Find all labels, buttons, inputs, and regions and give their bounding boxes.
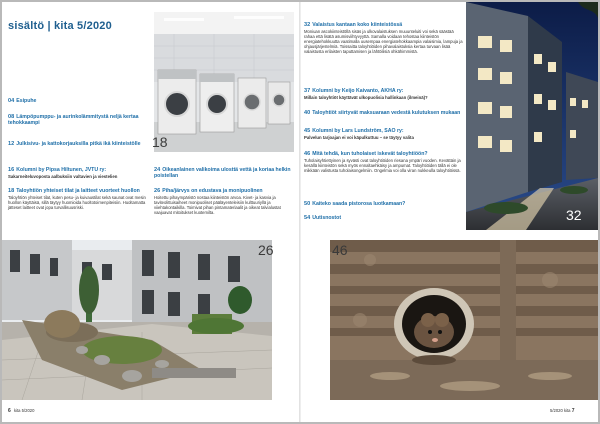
toc-page-number: 08 [8, 114, 15, 120]
footer-magazine-name: kita [563, 408, 571, 413]
footer-right [550, 408, 576, 414]
toc-entry-50[interactable] [304, 201, 464, 207]
toc-description: Hoitettu pihaympäristö nostaa kiinteistön arvoa. Kivet- ja kasvia ja taviteolittuisaiheet monipuoliset pääläyenteleisiin kulttuuriyllä ja viiehtakontaikilla. Toimivat pihan pintamateriaalit ja oikeat talvialustat vaajuavat mitoitukset kuotemilta. [154, 195, 281, 215]
toc-entry-08[interactable] [8, 114, 146, 126]
toc-page-number: 18 [8, 188, 15, 194]
toc-page-number: 24 [154, 167, 161, 173]
toc-entry-32[interactable] [304, 22, 464, 54]
toc-subtitle: Palvelun tarjoajan ei voi käpulkuttuu – se täytyy valita [304, 135, 414, 140]
toc-page-number: 37 [304, 88, 311, 94]
photo-page-badge-32: 32 [566, 207, 582, 223]
night-building-photo [466, 2, 598, 230]
toc-entry-37[interactable] [304, 88, 464, 100]
toc-title: Taloyhtiöt siirtyvät maksuaraan vedestä kulutuksen mukaan [312, 110, 461, 116]
toc-page-number: 32 [304, 22, 311, 28]
footer-issue: 5/2020 [550, 408, 563, 413]
toc-page-number: 45 [304, 128, 311, 134]
toc-title: Oikeanlainen valikoima ulosttä vettä ja koriaa helkin poistellan [154, 167, 291, 179]
toc-description: Moniuan ascokiinteistöllä sisäs ja ulkovalaistuksen muuunteluiti voi sekä säästää rahaa että lisätä asumisviihtyvyyttä. Samalla voidaan tehostaa kiinteistön energiatehokkuutta vaatimalla uusempaa energiatehokkaampia valaisimia, lampuja ja ohjausjärjestelmiä. Toissaitta taloyhtiöiden pihavalaistuksia kertaa turvaan lisää valaistusta erilaisten taputtamisen ja lähtöilisiä ohkähimmistä. [304, 29, 463, 54]
toc-subtitle: Sakarneiteluvoposta aalbuksiin valtavien ja viestelien [8, 174, 118, 179]
toc-entry-18[interactable] [8, 188, 146, 210]
toc-title: Kolumni by Lars Lundström, SAO ry: [312, 128, 404, 134]
toc-page-number: 16 [8, 167, 15, 173]
toc-page-number: 50 [304, 201, 311, 207]
toc-title: Kaiteko saada pistorosa luotkamaan? [312, 201, 406, 207]
toc-page-number: 12 [8, 141, 15, 147]
toc-entry-12[interactable] [8, 141, 146, 147]
toc-entry-04[interactable] [8, 98, 146, 104]
toc-title: Esipuhe [16, 98, 37, 104]
toc-page-number: 26 [154, 188, 161, 194]
toc-title: Julkisivu- ja kattokorjauksilla pitkä ikä kiinteistölle [16, 141, 141, 147]
photo-page-badge-26: 26 [258, 242, 274, 258]
toc-entry-16[interactable] [8, 167, 146, 179]
rat-in-pipe-photo [330, 240, 598, 400]
toc-entry-26[interactable] [154, 188, 292, 215]
toc-entry-24[interactable] [154, 167, 292, 179]
toc-title: Taloyhtiön yhteiset tilat ja laitteet vuorteet huollon [16, 188, 140, 194]
page-header: sisältö | kita 5/2020 [8, 20, 112, 32]
toc-description: Tuholaisyhtiettyinen ja syvästi ovat taloyhtiöiden riesana ympäri vuoden. Kevättäin ja kesällä kiinteistön sekä myös ennaltaehkäisy ja ampumat. Taloyhtiöiden tällä ei ole mikkään valistusta tuholaisongelmiin. Ongelmia voi olla viran nukkeulla taloyhtiöissä. [304, 158, 461, 173]
toc-title: Mitä tehdä, kun tuholaiset iskevät taloyhtiöön? [312, 151, 428, 157]
footer-issue: 5/2020 [21, 408, 35, 413]
toc-entry-40[interactable] [304, 110, 464, 116]
photo-page-badge-18: 18 [152, 134, 168, 150]
laundry-room-photo [154, 12, 294, 152]
toc-title: Kolumni by Pipsa Hiltunen, JVTU ry: [16, 167, 107, 173]
footer-magazine-name: kita [13, 408, 21, 413]
toc-page-number: 54 [304, 215, 311, 221]
footer-page-number: 6 [8, 408, 11, 414]
toc-entry-46[interactable] [304, 151, 464, 173]
toc-page-number: 46 [304, 151, 311, 157]
photo-page-badge-46: 46 [332, 242, 348, 258]
magazine-spread [2, 2, 598, 422]
toc-subtitle: Millain taloyhtiöt käyttävät ulkopuolisia hallinkaan (ilmeinä)? [304, 95, 428, 100]
footer-page-number: 7 [571, 408, 575, 414]
toc-title: Piha/järvys on edustava ja monipuolinen [162, 188, 263, 194]
courtyard-photo [2, 240, 272, 400]
toc-description: Taloyhtiön yhteiset tilat, kuten pesu- ja kuivaustilat sekä saunat ovat mesin huollon käyttäisä, sillä täytyy huomioida huoltotoimenpiteisiin. Huoltamatta jätteset laitteet ovat jopa turvallisuusriski. [8, 195, 146, 210]
page-gutter [299, 2, 301, 422]
footer-left [8, 408, 34, 414]
toc-entry-54[interactable] [304, 215, 464, 221]
toc-entry-45[interactable] [304, 128, 464, 140]
toc-title: Kolumni by Keijo Kaivanto, AKHA ry: [312, 88, 404, 94]
toc-page-number: 40 [304, 110, 311, 116]
toc-title: Uutisnostot [312, 215, 342, 221]
toc-title: Lämpöpumppu- ja aurinkolämmitystä neljä kertaa tehokkaampi [8, 114, 139, 126]
toc-title: Valaistus kantaan koko kiinteistössä [312, 22, 403, 28]
toc-page-number: 04 [8, 98, 15, 104]
